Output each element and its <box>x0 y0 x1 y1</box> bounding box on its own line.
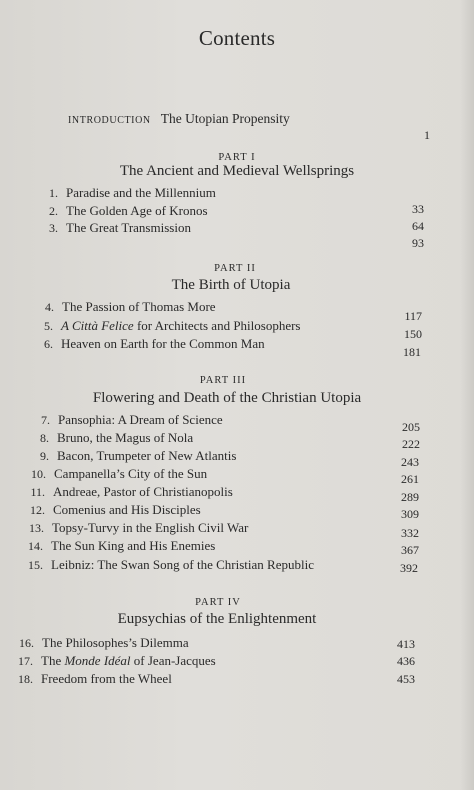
chapter-title: The Golden Age of Kronos <box>66 203 208 218</box>
page-number: 117 <box>404 309 422 323</box>
chapter-title-italic: Monde Idéal <box>64 653 131 668</box>
page-number: 453 <box>397 672 415 686</box>
part-4-title: Eupsychias of the Enlightenment <box>117 611 317 627</box>
chapter-title: Comenius and His Disciples <box>53 502 201 517</box>
chapter-title: The Great Transmission <box>66 220 191 235</box>
part-3-label: PART III <box>199 375 247 386</box>
chapter-title: The Sun King and His Enemies <box>51 538 216 553</box>
chapter-title: Pansophia: A Dream of Science <box>58 412 223 427</box>
page-number: 289 <box>401 490 419 504</box>
chapter-title: Topsy-Turvy in the English Civil War <box>52 520 249 535</box>
chapter-title-prefix: The <box>41 653 65 668</box>
introduction-title: The Utopian Propensity <box>160 111 290 126</box>
chapter-number: 16. <box>19 636 34 650</box>
chapter-title: for Architects and Philosophers <box>133 318 301 333</box>
page-number: 181 <box>403 345 421 359</box>
toc-entry <box>11 653 216 669</box>
page-number: 392 <box>400 561 418 575</box>
part-3-title: Flowering and Death of the Christian Utopia <box>92 390 362 406</box>
page-number: 93 <box>412 236 424 250</box>
page-number: 243 <box>401 455 419 469</box>
chapter-title: Heaven on Earth for the Common Man <box>61 336 265 351</box>
chapter-number: 18. <box>18 672 33 686</box>
part-1-title: The Ancient and Medieval Wellsprings <box>119 163 355 179</box>
toc-entry <box>12 635 189 651</box>
toc-entry <box>21 538 215 554</box>
toc-entry <box>24 466 207 482</box>
page-number: 33 <box>412 202 424 216</box>
chapter-number: 11. <box>30 485 45 499</box>
chapter-title: Bacon, Trumpeter of New Atlantis <box>57 448 237 463</box>
toc-entry <box>23 502 201 518</box>
page-number: 64 <box>412 219 424 233</box>
toc-entry <box>27 430 193 446</box>
introduction-label: INTRODUCTION <box>68 115 151 126</box>
toc-entry <box>22 520 248 536</box>
chapter-number: 7. <box>41 413 50 427</box>
introduction-entry <box>68 111 290 127</box>
page-number: 261 <box>401 472 419 486</box>
toc-entry <box>11 671 172 687</box>
chapter-number: 15. <box>28 558 43 572</box>
toc-entry <box>21 557 314 573</box>
chapter-number: 2. <box>49 204 58 218</box>
page-number: 332 <box>401 526 419 540</box>
introduction-page-number: 1 <box>424 128 430 142</box>
toc-entry <box>27 448 236 464</box>
toc-entry <box>23 484 233 500</box>
toc-entry <box>36 203 208 219</box>
chapter-title: The Passion of Thomas More <box>62 299 216 314</box>
page-number: 367 <box>401 543 419 557</box>
page-number: 222 <box>402 437 420 451</box>
chapter-number: 10. <box>31 467 46 481</box>
chapter-title: Leibniz: The Swan Song of the Christian Republic <box>51 557 314 572</box>
toc-entry <box>36 220 191 236</box>
part-4-label: PART IV <box>195 597 241 608</box>
page-number: 309 <box>401 507 419 521</box>
page-title: Contents <box>198 26 276 50</box>
chapter-title: Andreae, Pastor of Christianopolis <box>53 484 233 499</box>
chapter-number: 14. <box>28 539 43 553</box>
toc-entry <box>28 412 223 428</box>
page-number: 205 <box>402 420 420 434</box>
chapter-number: 3. <box>49 221 58 235</box>
toc-entry <box>36 185 216 201</box>
chapter-title: Freedom from the Wheel <box>41 671 172 686</box>
chapter-title: Bruno, the Magus of Nola <box>57 430 194 445</box>
chapter-number: 8. <box>40 431 49 445</box>
toc-entry <box>32 299 216 315</box>
chapter-title: Campanella’s City of the Sun <box>54 466 208 481</box>
chapter-number: 1. <box>49 186 58 200</box>
toc-entry <box>31 336 265 352</box>
chapter-number: 13. <box>29 521 44 535</box>
chapter-number: 4. <box>45 300 54 314</box>
chapter-number: 12. <box>30 503 45 517</box>
part-2-title: The Birth of Utopia <box>171 277 291 293</box>
chapter-number: 5. <box>44 319 53 333</box>
chapter-title: of Jean-Jacques <box>130 653 216 668</box>
chapter-title-italic: A Città Felice <box>61 318 134 333</box>
part-2-label: PART II <box>214 263 256 274</box>
chapter-title: The Philosophes’s Dilemma <box>42 635 189 650</box>
page-number: 150 <box>404 327 422 341</box>
chapter-number: 9. <box>40 449 49 463</box>
chapter-number: 17. <box>18 654 33 668</box>
chapter-number: 6. <box>44 337 53 351</box>
page-number: 436 <box>397 654 415 668</box>
part-1-label: PART I <box>218 152 256 163</box>
chapter-title: Paradise and the Millennium <box>66 185 216 200</box>
toc-entry <box>31 318 301 334</box>
page-number: 413 <box>397 637 415 651</box>
